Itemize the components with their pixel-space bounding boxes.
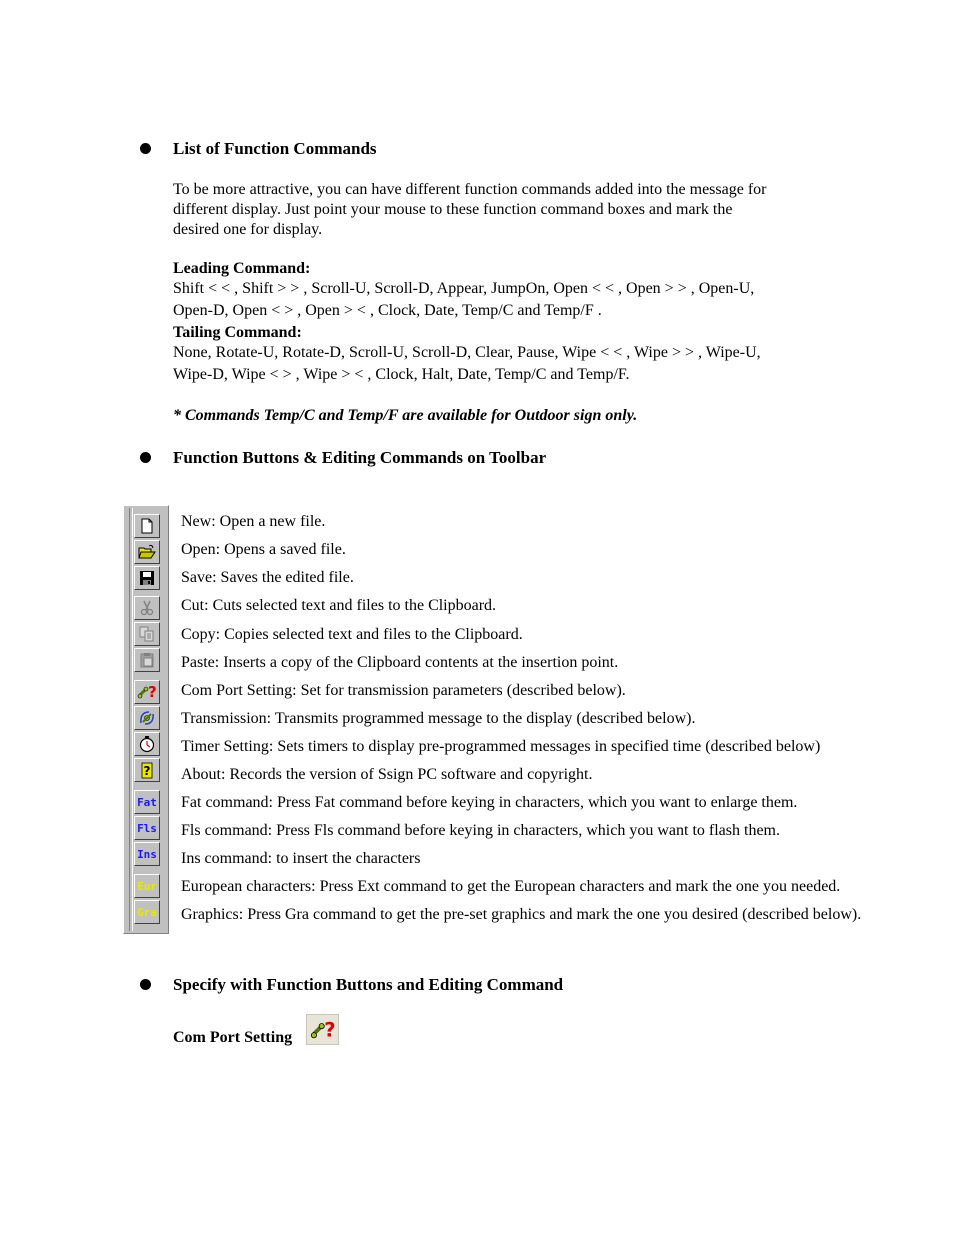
leading-command-label: Leading Command: xyxy=(173,260,311,277)
com-port-icon xyxy=(137,682,157,702)
leading-command-line-1: Shift < < , Shift > > , Scroll-U, Scroll-D, Appear, JumpOn, Open < < , Open > > , Open-U, xyxy=(173,280,755,297)
tailing-command-line-1: None, Rotate-U, Rotate-D, Scroll-U, Scroll-D, Clear, Pause, Wipe < < , Wipe > > , Wipe-U, xyxy=(173,344,761,361)
tailing-command-line-2: Wipe-D, Wipe < > , Wipe > < , Clock, Halt, Date, Temp/C and Temp/F. xyxy=(173,366,630,383)
toolbar-grip[interactable] xyxy=(129,508,133,931)
desc-about: About: Records the version of Ssign PC software and copyright. xyxy=(181,766,593,783)
intro-line-2: different display. Just point your mouse to these function command boxes and mark the xyxy=(173,201,733,218)
desc-save: Save: Saves the edited file. xyxy=(181,569,354,586)
section-heading-toolbar: Function Buttons & Editing Commands on Toolbar xyxy=(173,448,547,467)
desc-open: Open: Opens a saved file. xyxy=(181,541,346,558)
open-button[interactable] xyxy=(134,540,160,564)
timer-button[interactable] xyxy=(134,732,160,756)
leading-command-line-2: Open-D, Open < > , Open > < , Clock, Date, Temp/C and Temp/F . xyxy=(173,302,602,319)
copy-icon xyxy=(139,626,155,642)
desc-eur: European characters: Press Ext command to get the European characters and mark the one you needed. xyxy=(181,878,841,895)
transmission-icon xyxy=(137,708,157,728)
svg-text:?: ? xyxy=(323,1018,336,1041)
open-folder-icon xyxy=(138,544,156,560)
copy-button[interactable] xyxy=(134,622,160,646)
cut-button[interactable] xyxy=(134,596,160,620)
eur-text-icon: Eur xyxy=(137,879,157,893)
desc-fls: Fls command: Press Fls command before keying in characters, which you want to flash them. xyxy=(181,822,780,839)
desc-timer: Timer Setting: Sets timers to display pre-programmed messages in specified time (described below) xyxy=(181,738,821,755)
paste-clipboard-icon xyxy=(139,652,155,668)
fls-button[interactable] xyxy=(134,816,160,840)
svg-text:?: ? xyxy=(143,764,151,778)
section-heading-function-commands: List of Function Commands xyxy=(173,139,377,158)
desc-ins: Ins command: to insert the characters xyxy=(181,850,421,867)
desc-paste: Paste: Inserts a copy of the Clipboard contents at the insertion point. xyxy=(181,654,619,671)
save-disk-icon xyxy=(139,570,155,586)
timer-stopwatch-icon xyxy=(138,735,156,753)
intro-line-1: To be more attractive, you can have different function commands added into the message for xyxy=(173,181,767,198)
desc-gra: Graphics: Press Gra command to get the pre-set graphics and mark the one you desired (described below). xyxy=(181,906,862,923)
tailing-command-label: Tailing Command: xyxy=(173,324,302,341)
save-button[interactable] xyxy=(134,566,160,590)
fat-button[interactable] xyxy=(134,790,160,814)
desc-new: New: Open a new file. xyxy=(181,513,326,530)
desc-fat: Fat command: Press Fat command before keying in characters, which you want to enlarge them. xyxy=(181,794,798,811)
desc-cut: Cut: Cuts selected text and files to the Clipboard. xyxy=(181,597,497,614)
toolbar-strip xyxy=(123,505,169,934)
about-help-icon xyxy=(139,760,155,780)
gra-button[interactable] xyxy=(134,900,160,924)
transmission-button[interactable] xyxy=(134,706,160,730)
intro-line-3: desired one for display. xyxy=(173,221,323,238)
fls-text-icon: Fls xyxy=(137,821,157,835)
desc-com-port: Com Port Setting: Set for transmission parameters (described below). xyxy=(181,682,626,699)
new-button[interactable] xyxy=(134,514,160,538)
com-port-button[interactable] xyxy=(134,680,160,704)
ins-text-icon: Ins xyxy=(137,847,157,861)
gra-text-icon: Gra xyxy=(137,905,157,919)
eur-button[interactable] xyxy=(134,874,160,898)
paste-button[interactable] xyxy=(134,648,160,672)
com-port-icon xyxy=(309,1017,337,1043)
temp-availability-note: * Commands Temp/C and Temp/F are available for Outdoor sign only. xyxy=(173,407,638,424)
new-file-icon xyxy=(139,518,155,534)
about-button[interactable] xyxy=(134,758,160,782)
ins-button[interactable] xyxy=(134,842,160,866)
fat-text-icon: Fat xyxy=(137,795,157,809)
desc-transmission: Transmission: Transmits programmed message to the display (described below). xyxy=(181,710,696,727)
desc-copy: Copy: Copies selected text and files to the Clipboard. xyxy=(181,626,523,643)
cut-scissors-icon xyxy=(139,600,155,616)
section-heading-specify: Specify with Function Buttons and Editing Command xyxy=(173,975,564,994)
com-port-setting-subheading: Com Port Setting xyxy=(173,1029,293,1046)
bullet-2 xyxy=(140,452,151,463)
com-port-inline-icon xyxy=(306,1014,339,1045)
bullet-1 xyxy=(140,143,151,154)
svg-text:?: ? xyxy=(148,683,157,701)
bullet-3 xyxy=(140,979,151,990)
